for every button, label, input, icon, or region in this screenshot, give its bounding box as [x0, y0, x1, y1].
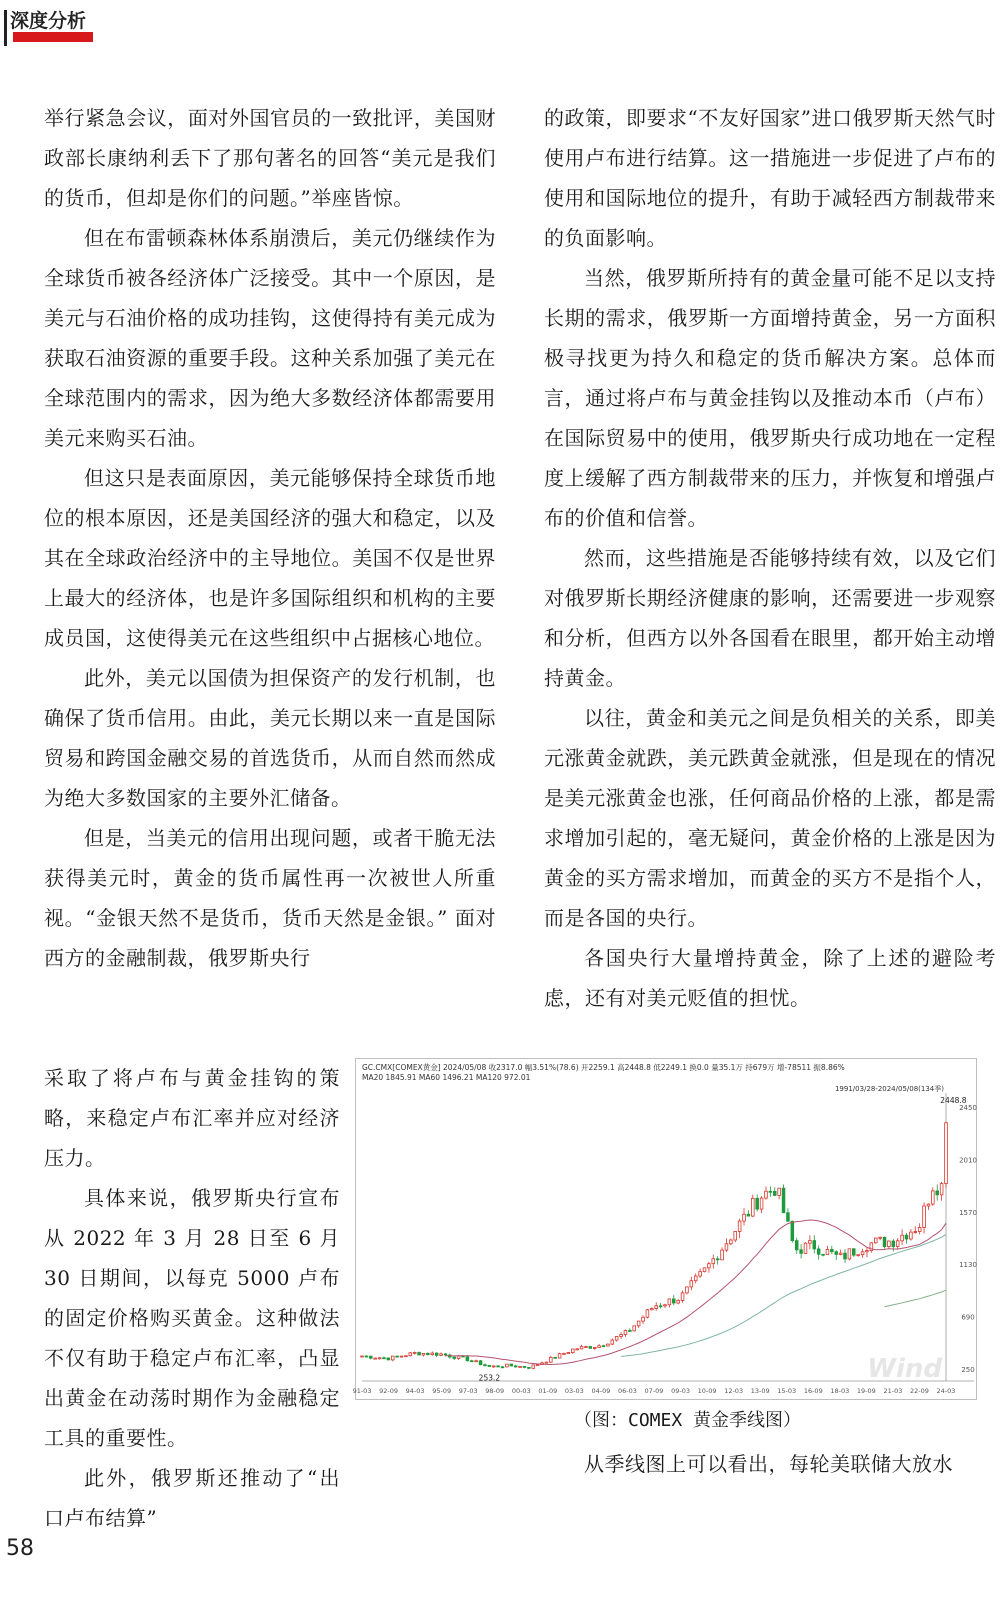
candle-body	[558, 1354, 561, 1358]
paragraph: 采取了将卢布与黄金挂钩的策略，来稳定卢布汇率并应对经济压力。	[44, 1066, 340, 1170]
candle-body	[607, 1344, 610, 1346]
candle-body	[690, 1281, 693, 1287]
candle-body	[514, 1366, 517, 1367]
x-tick-label: 94-03	[405, 1387, 425, 1395]
candle-body	[888, 1241, 891, 1247]
candle-body	[686, 1287, 689, 1293]
candle-body	[672, 1299, 675, 1303]
candle-body	[756, 1198, 759, 1209]
candle-body	[422, 1353, 425, 1355]
x-tick-label: 10-09	[697, 1387, 717, 1395]
paragraph: 但这只是表面原因，美元能够保持全球货币地位的根本原因，还是美国经济的强大和稳定，以及其在全球政治经济中的主导地位。美国不仅是世界上最大的经济体，也是许多国际组织和机构的主要成员国，这使得美元在这些组织中占据核心地位。	[44, 466, 496, 650]
candle-body	[646, 1310, 649, 1317]
candle-body	[475, 1361, 478, 1362]
candle-body	[510, 1364, 513, 1366]
candle-body	[536, 1365, 539, 1366]
candle-body	[589, 1347, 592, 1349]
candle-body	[751, 1198, 754, 1216]
candle-body	[716, 1259, 719, 1260]
paragraph: 举行紧急会议，面对外国官员的一致批评，美国财政部长康纳利丢下了那句著名的回答“美元是我们的货币，但却是你们的问题。”举座皆惊。	[44, 106, 496, 210]
candle-body	[712, 1259, 715, 1264]
candle-body	[532, 1365, 535, 1368]
candle-body	[659, 1306, 662, 1307]
figure-caption: （图：COMEX 黄金季线图）	[574, 1410, 802, 1431]
range-label: 1991/03/28-2024/05/08(134季)	[834, 1085, 944, 1093]
ma60-line	[621, 1234, 946, 1356]
x-tick-label: 97-03	[458, 1387, 478, 1395]
candle-body	[484, 1365, 487, 1366]
annotation-label: 2448.8	[940, 1096, 967, 1106]
gold-quarterly-chart	[352, 1058, 977, 1400]
candle-body	[365, 1356, 368, 1357]
x-tick-label: 22-09	[910, 1387, 929, 1395]
x-tick-label: 07-09	[644, 1387, 664, 1395]
candle-body	[444, 1354, 447, 1355]
candle-body	[694, 1276, 697, 1281]
candle-body	[782, 1188, 785, 1213]
candle-body	[681, 1293, 684, 1301]
candle-body	[918, 1228, 921, 1232]
x-tick-label: 06-03	[618, 1387, 637, 1395]
candle-body	[839, 1253, 842, 1254]
paragraph: 的政策，即要求“不友好国家”进口俄罗斯天然气时使用卢布进行结算。这一措施进一步促进了卢布的使用和国际地位的提升，有助于减轻西方制裁带来的负面影响。	[544, 106, 996, 250]
candle-body	[405, 1356, 408, 1357]
x-tick-label: 95-09	[432, 1387, 452, 1395]
candle-body	[787, 1213, 790, 1221]
candle-body	[738, 1221, 741, 1231]
candle-body	[822, 1254, 825, 1255]
candle-body	[896, 1241, 899, 1247]
candle-body	[571, 1349, 574, 1352]
candle-body	[914, 1232, 917, 1233]
candle-body	[554, 1357, 557, 1358]
candle-body	[580, 1347, 583, 1349]
candle-body	[830, 1249, 833, 1251]
candle-body	[369, 1356, 372, 1358]
x-tick-label: 12-03	[724, 1387, 744, 1395]
candle-body	[927, 1204, 930, 1206]
chart-header-quote: GC.CMX[COMEX黄金] 2024/05/08 收2317.0 幅3.51%(78.6) 开2259.1 高2448.8 低2249.1 换0.0 量35.1万 持679万 增-78511 振8.86%	[362, 1063, 845, 1072]
candle-body	[729, 1240, 732, 1244]
candle-body	[563, 1353, 566, 1354]
candle-body	[567, 1353, 570, 1354]
candle-body	[501, 1367, 504, 1368]
candle-body	[615, 1336, 618, 1340]
chart-header-ma: MA20 1845.91 MA60 1496.21 MA120 972.01	[362, 1073, 531, 1082]
candle-body	[383, 1358, 386, 1359]
x-tick-label: 92-09	[379, 1387, 398, 1395]
candle-body	[655, 1306, 658, 1309]
candle-body	[910, 1232, 913, 1239]
candle-body	[747, 1214, 750, 1216]
x-tick-label: 01-09	[538, 1387, 558, 1395]
x-tick-label: 18-03	[830, 1387, 850, 1395]
candle-body	[545, 1362, 548, 1363]
candle-body	[593, 1347, 596, 1348]
y-tick-label: 1570	[959, 1208, 977, 1217]
candle-body	[361, 1356, 364, 1357]
candle-body	[813, 1241, 816, 1249]
candle-body	[440, 1354, 443, 1355]
paragraph: 但是，当美元的信用出现问题，或者干脆无法获得美元时，黄金的货币属性再一次被世人所重视。“金银天然不是货币，货币天然是金银。” 面对西方的金融制裁，俄罗斯央行	[44, 826, 496, 970]
candle-body	[519, 1366, 522, 1367]
paragraph: 此外，俄罗斯还推动了“出口卢布结算”	[44, 1466, 340, 1530]
candle-body	[765, 1191, 768, 1198]
candle-body	[664, 1305, 667, 1306]
candle-body	[883, 1237, 886, 1246]
x-tick-label: 91-03	[352, 1387, 372, 1395]
candle-body	[809, 1241, 812, 1244]
candle-body	[453, 1357, 456, 1358]
paragraph: 但在布雷顿森林体系崩溃后，美元仍继续作为全球货币被各经济体广泛接受。其中一个原因，是美元与石油价格的成功挂钩，这使得持有美元成为获取石油资源的重要手段。这种关系加强了美元在全球范围内的需求，因为绝大多数经济体都需要用美元来购买石油。	[44, 226, 496, 450]
candle-body	[901, 1235, 904, 1241]
candle-body	[624, 1330, 627, 1334]
right-bottom-text	[544, 1444, 996, 1484]
candle-body	[835, 1252, 838, 1255]
watermark: Wind	[867, 1354, 942, 1384]
x-tick-label: 21-03	[883, 1387, 903, 1395]
candle-body	[427, 1353, 430, 1354]
candle-body	[892, 1241, 895, 1247]
right-column	[544, 98, 996, 1018]
candle-body	[879, 1237, 882, 1238]
candle-body	[470, 1361, 473, 1362]
candle-body	[699, 1272, 702, 1276]
candle-body	[931, 1191, 934, 1204]
left-narrow-column	[44, 1058, 340, 1538]
candle-body	[633, 1326, 636, 1331]
x-tick-label: 03-03	[564, 1387, 584, 1395]
candle-body	[668, 1299, 671, 1305]
paragraph: 从季线图上可以看出，每轮美联储大放水	[584, 1452, 953, 1476]
candle-body	[760, 1198, 763, 1209]
candle-body	[804, 1243, 807, 1253]
paragraph: 各国央行大量增持黄金，除了上述的避险考虑，还有对美元贬值的担忧。	[544, 946, 996, 1010]
candle-body	[466, 1357, 469, 1361]
candle-body	[611, 1340, 614, 1344]
candle-body	[628, 1330, 631, 1331]
paragraph: 具体来说，俄罗斯央行宣布从 2022 年 3 月 28 日至 6 月 30 日期间，以每克 5000 卢布的固定价格购买黄金。这种做法不仅有助于稳定卢布汇率，凸显出黄金在动荡时期作为金融稳定工具的重要性。	[44, 1186, 340, 1450]
ma20-line	[445, 1220, 946, 1365]
candle-body	[923, 1206, 926, 1228]
candle-body	[528, 1367, 531, 1368]
candle-body	[479, 1361, 482, 1365]
annotation-label: 253.2	[478, 1373, 501, 1383]
candle-body	[826, 1249, 829, 1254]
candle-body	[936, 1191, 939, 1195]
y-tick-label: 690	[961, 1313, 975, 1322]
candle-body	[431, 1353, 434, 1355]
candle-body	[817, 1249, 820, 1254]
paragraph: 以往，黄金和美元之间是负相关的关系，即美元涨黄金就跌，美元跌黄金就涨，但是现在的情况是美元涨黄金也涨，任何商品价格的上涨，都是需求增加引起的，毫无疑问，黄金价格的上涨是因为黄金的买方需求增加，而黄金的买方不是指个人，而是各国的央行。	[544, 706, 996, 930]
candle-body	[378, 1358, 381, 1359]
left-column	[44, 98, 496, 978]
candle-body	[418, 1352, 421, 1354]
y-tick-label: 2450	[959, 1103, 977, 1112]
candle-body	[435, 1353, 438, 1355]
candle-body	[598, 1346, 601, 1348]
candle-body	[861, 1252, 864, 1255]
section-tag-bar	[4, 10, 7, 46]
candle-body	[905, 1235, 908, 1239]
candle-body	[769, 1191, 772, 1192]
ma120-line	[885, 1290, 947, 1307]
candle-body	[800, 1250, 803, 1254]
paragraph: 当然，俄罗斯所持有的黄金量可能不足以支持长期的需求，俄罗斯一方面增持黄金，另一方面积极寻找更为持久和稳定的货币解决方案。总体而言，通过将卢布与黄金挂钩以及推动本币（卢布）在国际贸易中的使用，俄罗斯央行成功地在一定程度上缓解了西方制裁带来的压力，并恢复和增强卢布的价值和信誉。	[544, 266, 996, 530]
candle-body	[848, 1249, 851, 1259]
y-tick-label: 2010	[959, 1156, 977, 1165]
chart-canvas	[352, 1059, 977, 1399]
x-tick-label: 13-09	[750, 1387, 770, 1395]
x-tick-label: 04-09	[591, 1387, 611, 1395]
candle-body	[549, 1357, 552, 1362]
candle-body	[852, 1249, 855, 1255]
candle-body	[413, 1352, 416, 1353]
candle-body	[703, 1268, 706, 1272]
candle-body	[391, 1356, 394, 1360]
candle-body	[677, 1300, 680, 1303]
candle-body	[721, 1250, 724, 1260]
candle-body	[457, 1356, 460, 1358]
x-tick-label: 16-09	[803, 1387, 823, 1395]
candle-body	[506, 1364, 509, 1367]
x-tick-label: 19-09	[856, 1387, 876, 1395]
candle-body	[857, 1255, 860, 1256]
candle-body	[374, 1358, 377, 1359]
x-tick-label: 15-03	[777, 1387, 797, 1395]
candle-body	[725, 1244, 728, 1250]
candle-body	[708, 1264, 711, 1268]
paragraph: 此外，美元以国债为担保资产的发行机制，也确保了货币信用。由此，美元长期以来一直是国际贸易和跨国金融交易的首选货币，从而自然而然成为绝大多数国家的主要外汇储备。	[44, 666, 496, 810]
paragraph: 然而，这些措施是否能够持续有效，以及它们对俄罗斯长期经济健康的影响，还需要进一步观察和分析，但西方以外各国看在眼里，都开始主动增持黄金。	[544, 546, 996, 690]
section-tag: 深度分析	[10, 10, 87, 32]
x-tick-label: 98-09	[485, 1387, 505, 1395]
candle-body	[620, 1334, 623, 1336]
candle-body	[396, 1356, 399, 1357]
candle-body	[791, 1221, 794, 1240]
x-tick-label: 09-03	[671, 1387, 690, 1395]
candle-body	[743, 1214, 746, 1221]
candle-body	[488, 1365, 491, 1366]
candle-body	[576, 1349, 579, 1350]
candle-body	[523, 1366, 526, 1367]
candle-body	[874, 1238, 877, 1243]
candle-body	[866, 1251, 869, 1252]
candle-body	[387, 1358, 390, 1360]
candle-body	[734, 1232, 737, 1240]
candle-body	[642, 1317, 645, 1321]
candle-body	[497, 1366, 500, 1367]
candle-body	[650, 1309, 653, 1310]
y-tick-label: 250	[961, 1366, 975, 1375]
candle-body	[492, 1366, 495, 1367]
candle-body	[602, 1346, 605, 1347]
candle-body	[637, 1321, 640, 1326]
candle-body	[585, 1347, 588, 1348]
page-number: 58	[6, 1536, 34, 1561]
candle-body	[778, 1188, 781, 1195]
candle-body	[945, 1123, 948, 1184]
candle-body	[795, 1241, 798, 1250]
x-tick-label: 24-03	[936, 1387, 956, 1395]
x-tick-label: 00-03	[511, 1387, 531, 1395]
y-tick-label: 1130	[959, 1261, 977, 1270]
candle-body	[400, 1356, 403, 1357]
candle-body	[409, 1353, 412, 1356]
candle-body	[773, 1191, 776, 1195]
candle-body	[844, 1253, 847, 1259]
candle-body	[940, 1184, 943, 1195]
section-tag-underline	[13, 32, 93, 42]
